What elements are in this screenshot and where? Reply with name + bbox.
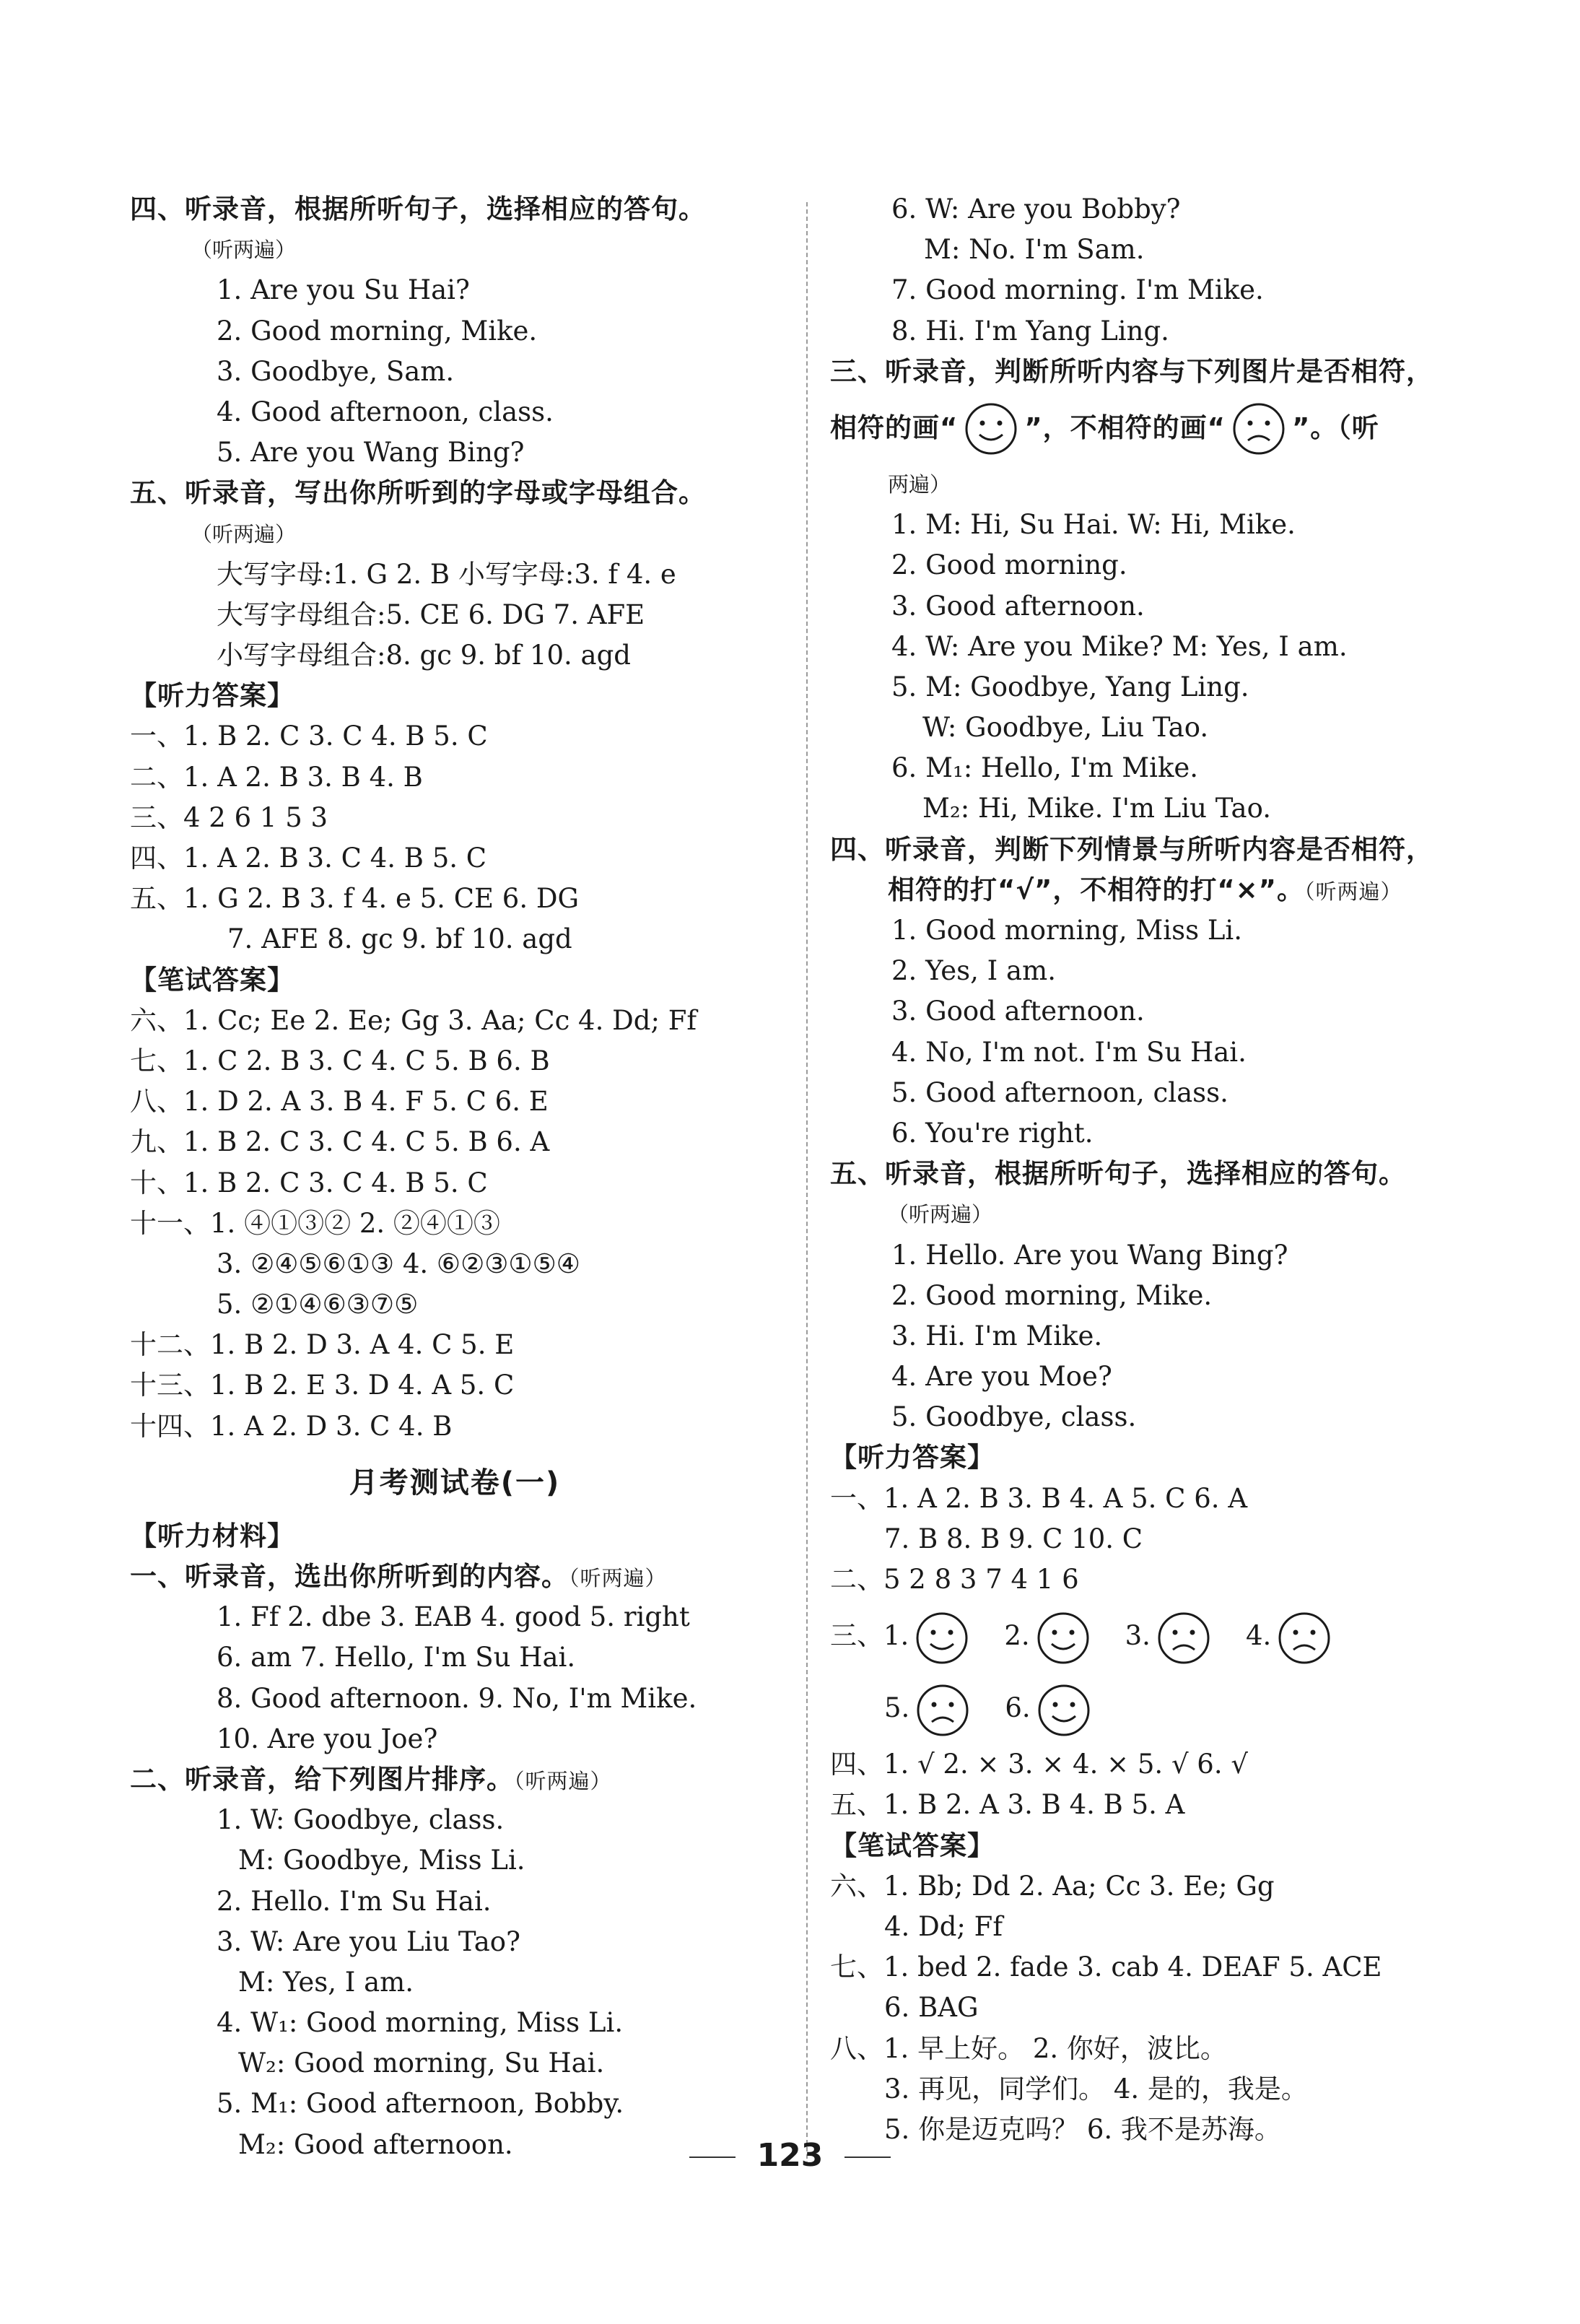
answer-line: 5. 你是迈克吗？ 6. 我不是苏海。 (884, 2113, 1281, 2145)
list-item: M: Yes, I am. (238, 1966, 414, 1998)
list-item: 6. W: Are you Bobby? (891, 193, 1181, 225)
list-item: 1. Good morning, Miss Li. (891, 915, 1242, 946)
list-item: 2. Yes, I am. (891, 955, 1056, 987)
answer-line: 四、1. A 2. B 3. C 4. B 5. C (130, 843, 487, 874)
m5-note: （听两遍） (888, 1202, 993, 1227)
answer-line: 7. B 8. B 9. C 10. C (884, 1523, 1143, 1554)
answer-line: 六、1. Bb; Dd 2. Aa; Cc 3. Ee; Gg (830, 1870, 1275, 1902)
column-divider (806, 202, 808, 2166)
answer-line: 3. 再见，同学们。 4. 是的，我是。 (884, 2073, 1308, 2105)
face-answer-5 (909, 1692, 976, 1723)
page-number (0, 2137, 1580, 2174)
sad-face-icon (914, 1681, 972, 1739)
happy-face-icon (962, 400, 1020, 458)
list-item: 大写字母组合:5. CE 6. DG 7. AFE (217, 599, 645, 630)
answer-line: 一、1. A 2. B 3. B 4. A 5. C 6. A (830, 1482, 1248, 1514)
m3-heading: 三、听录音，判断所听内容与下列图片是否相符， (830, 355, 1433, 387)
left-column (130, 189, 780, 2165)
face-answer-2 (1030, 1620, 1096, 1651)
face-answer-6 (1031, 1692, 1097, 1723)
list-item: 3. Good afternoon. (891, 590, 1145, 622)
answer-line: 十二、1. B 2. D 3. A 4. C 5. E (130, 1329, 515, 1361)
sad-face-icon (1275, 1609, 1333, 1667)
list-item: 3. W: Are you Liu Tao? (217, 1925, 520, 1957)
list-item: 6. M₁: Hello, I'm Mike. (891, 752, 1199, 784)
answer-line: 十四、1. A 2. D 3. C 4. B (130, 1410, 453, 1442)
m1-heading-text: 一、听录音，选出你所听到的内容。 (130, 1561, 569, 1592)
answer-line: 八、1. D 2. A 3. B 4. F 5. C 6. E (130, 1086, 549, 1118)
answer-line: 4. Dd; Ff (884, 1910, 1003, 1942)
face-label: 6. (1005, 1692, 1031, 1724)
list-item: 3. Goodbye, Sam. (217, 355, 455, 387)
m5-heading: 五、听录音，根据所听句子，选择相应的答句。 (830, 1158, 1406, 1190)
listening-materials-heading: 【听力材料】 (130, 1520, 294, 1551)
happy-face-icon (1034, 1609, 1092, 1667)
sad-face-icon (1155, 1609, 1213, 1667)
answer-line: 五、1. G 2. B 3. f 4. e 5. CE 6. DG (130, 883, 580, 915)
section-title: 月考测试卷(一) (349, 1466, 561, 1500)
m1-note: （听两遍） (569, 1566, 667, 1590)
listening-answers-heading: 【听力答案】 (130, 680, 294, 712)
a3-prefix: 三、 (830, 1620, 883, 1652)
m3-line2-b: ”，不相符的画“ (1024, 412, 1226, 443)
face-label: 2. (1004, 1620, 1030, 1652)
list-item: M: Goodbye, Miss Li. (238, 1845, 525, 1876)
answer-line: 七、1. bed 2. fade 3. cab 4. DEAF 5. ACE (830, 1951, 1382, 1983)
list-item: 1. W: Goodbye, class. (217, 1804, 505, 1836)
list-item: M₂: Hi, Mike. I'm Liu Tao. (922, 793, 1272, 824)
list-item: 6. am 7. Hello, I'm Su Hai. (217, 1642, 576, 1674)
list-item: 大写字母:1. G 2. B 小写字母:3. f 4. e (217, 558, 676, 590)
face-answers-row-1 (830, 1600, 1552, 1672)
list-item: 2. Good morning. (891, 549, 1127, 581)
list-item: 5. M₁: Good afternoon, Bobby. (217, 2088, 624, 2120)
q5-heading: 五、听录音，写出你所听到的字母或字母组合。 (130, 477, 706, 509)
q4-heading: 四、听录音，根据所听句子，选择相应的答句。 (130, 193, 706, 225)
list-item: 1. Hello. Are you Wang Bing? (891, 1239, 1288, 1271)
answer-line: 六、1. Cc; Ee 2. Ee; Gg 3. Aa; Cc 4. Dd; Ff (130, 1004, 697, 1036)
list-item: W₂: Good morning, Su Hai. (238, 2047, 605, 2079)
list-item: W: Goodbye, Liu Tao. (922, 712, 1209, 744)
right-column (830, 189, 1552, 2150)
happy-face-icon (1035, 1681, 1093, 1739)
m4-line2: 相符的打“√”，不相符的打“×”。 (888, 874, 1304, 905)
answer-line: 九、1. B 2. C 3. C 4. C 5. B 6. A (130, 1126, 550, 1158)
sad-face-icon (1230, 400, 1288, 458)
list-item: 8. Good afternoon. 9. No, I'm Mike. (217, 1682, 697, 1714)
face-label: 5. (884, 1692, 910, 1724)
m1-heading (130, 1557, 780, 1597)
written-answers-heading: 【笔试答案】 (130, 964, 294, 996)
list-item: 4. No, I'm not. I'm Su Hai. (891, 1036, 1247, 1068)
answer-line: 七、1. C 2. B 3. C 4. C 5. B 6. B (130, 1045, 550, 1076)
list-item: 1. Ff 2. dbe 3. EAB 4. good 5. right (217, 1601, 690, 1633)
m2-note: （听两遍） (514, 1768, 612, 1793)
list-item: 3. Hi. I'm Mike. (891, 1320, 1103, 1352)
q5-note: （听两遍） (191, 521, 297, 547)
list-item: 4. Good afternoon, class. (217, 396, 554, 427)
list-item: 10. Are you Joe? (217, 1723, 438, 1754)
list-item: 1. M: Hi, Su Hai. W: Hi, Mike. (891, 509, 1296, 541)
answer-line: 十三、1. B 2. E 3. D 4. A 5. C (130, 1370, 515, 1401)
list-item: 6. You're right. (891, 1117, 1094, 1149)
answer-line: 十、1. B 2. C 3. C 4. B 5. C (130, 1167, 488, 1198)
face-label: 1. (883, 1620, 909, 1652)
face-answer-4 (1271, 1620, 1337, 1651)
answer-line: 二、5 2 8 3 7 4 1 6 (830, 1564, 1079, 1595)
list-item: 5. Good afternoon, class. (891, 1076, 1228, 1108)
list-item: 7. Good morning. I'm Mike. (891, 274, 1264, 306)
m2-heading-text: 二、听录音，给下列图片排序。 (130, 1763, 514, 1795)
m2-heading (130, 1759, 780, 1800)
list-item: 2. Hello. I'm Su Hai. (217, 1885, 492, 1917)
list-item: 5. Goodbye, class. (891, 1401, 1137, 1433)
page-number-dash-left (689, 2157, 736, 2158)
m3-instruction (830, 392, 1552, 464)
face-answer-3 (1151, 1620, 1217, 1651)
list-item: M: No. I'm Sam. (924, 234, 1145, 266)
face-answer-1 (909, 1620, 975, 1651)
answer-line: 八、1. 早上好。 2. 你好，波比。 (830, 2032, 1227, 2064)
answer-line: 二、1. A 2. B 3. B 4. B (130, 761, 423, 793)
m4-heading: 四、听录音，判断下列情景与所听内容是否相符， (830, 833, 1433, 865)
list-item: 3. Good afternoon. (891, 996, 1145, 1027)
m3-line2-a: 相符的画“ (830, 412, 959, 443)
list-item: M₂: Good afternoon. (238, 2128, 513, 2160)
answer-line: 五、1. B 2. A 3. B 4. B 5. A (830, 1789, 1185, 1821)
answer-line: 3. ②④⑤⑥①③ 4. ⑥②③①⑤④ (217, 1248, 580, 1279)
m3-note: 两遍） (888, 471, 951, 497)
answer-line: 7. AFE 8. gc 9. bf 10. agd (227, 923, 572, 955)
list-item: 小写字母组合:8. gc 9. bf 10. agd (217, 640, 631, 671)
answer-line: 十一、1. ④①③② 2. ②④①③ (130, 1207, 500, 1239)
page-number-dash-right (844, 2157, 891, 2158)
list-item: 2. Good morning, Mike. (217, 315, 538, 347)
m3-line2-c: ”。（听 (1291, 412, 1379, 443)
answer-line: 一、1. B 2. C 3. C 4. B 5. C (130, 721, 488, 752)
listening-answers-heading-right: 【听力答案】 (830, 1442, 995, 1474)
answer-line: 三、4 2 6 1 5 3 (130, 801, 328, 833)
answer-line: 四、1. √ 2. × 3. × 4. × 5. √ 6. √ (830, 1749, 1248, 1780)
face-label: 4. (1245, 1620, 1272, 1652)
list-item: 4. Are you Moe? (891, 1361, 1112, 1393)
face-label: 3. (1125, 1620, 1151, 1652)
list-item: 2. Good morning, Mike. (891, 1279, 1213, 1311)
answer-line: 5. ②①④⑥③⑦⑤ (217, 1289, 419, 1320)
list-item: 4. W₁: Good morning, Miss Li. (217, 2007, 624, 2039)
list-item: 1. Are you Su Hai? (217, 274, 470, 306)
page-number-text: 123 (756, 2137, 824, 2174)
list-item: 8. Hi. I'm Yang Ling. (891, 315, 1169, 347)
q4-note: （听两遍） (191, 238, 297, 263)
m4-note: （听两遍） (1304, 879, 1402, 904)
written-answers-heading-right: 【笔试答案】 (830, 1829, 995, 1861)
list-item: 4. W: Are you Mike? M: Yes, I am. (891, 630, 1348, 662)
face-answers-row-2 (830, 1672, 1552, 1744)
list-item: 5. Are you Wang Bing? (217, 437, 525, 469)
answer-line: 6. BAG (884, 1992, 979, 2024)
list-item: 5. M: Goodbye, Yang Ling. (891, 671, 1249, 702)
m4-instruction (830, 870, 1552, 910)
happy-face-icon (913, 1609, 971, 1667)
